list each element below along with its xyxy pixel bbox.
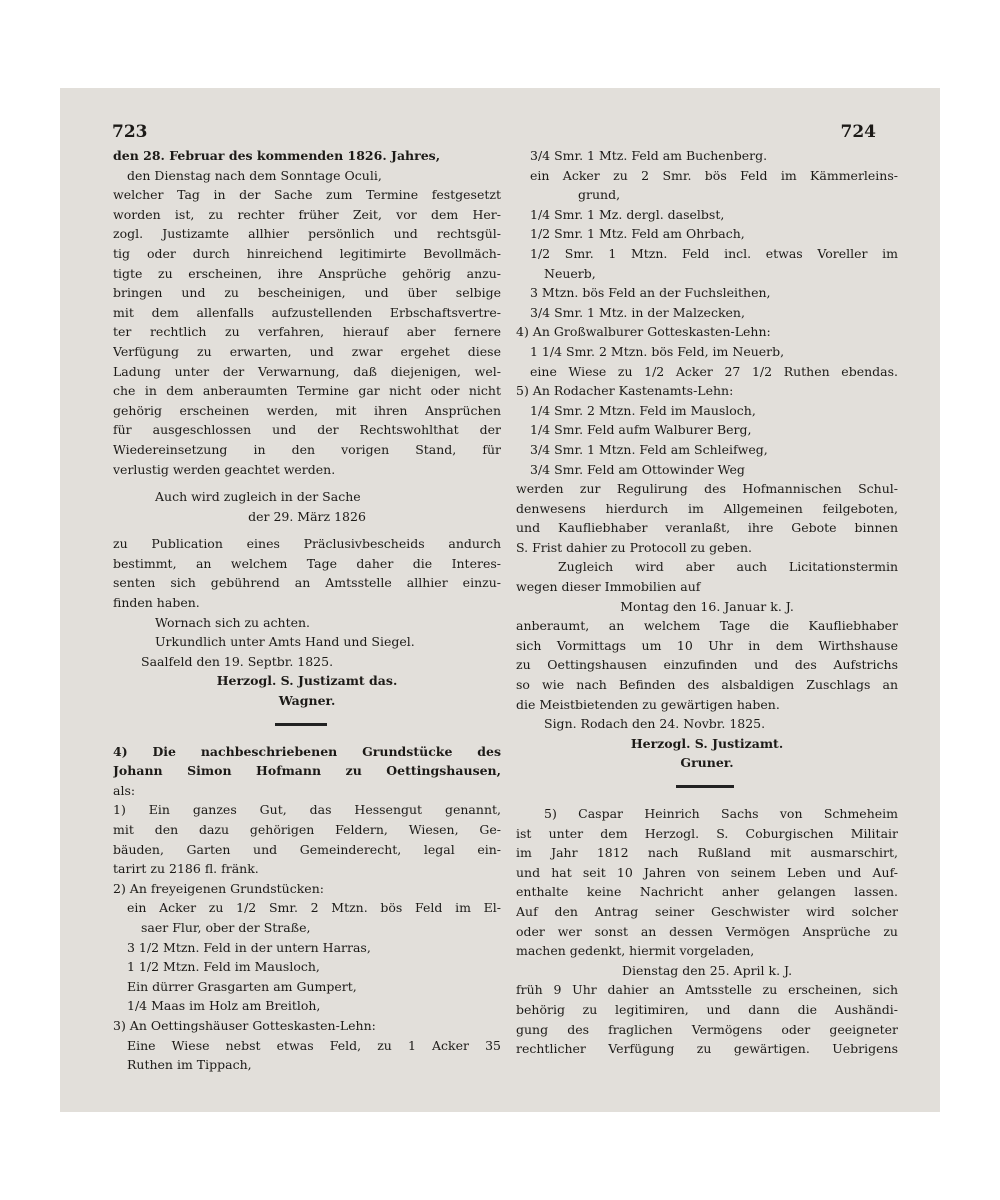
text-line: 3 1/2 Mtzn. Feld in der untern Harras, — [127, 939, 371, 955]
page-number-right: 724 — [840, 122, 876, 142]
text-line: werden zur Regulirung des Hofmannischen Schul- — [516, 481, 898, 497]
text-line: 1/4 Smr. 2 Mtzn. Feld im Mausloch, — [530, 402, 756, 418]
text-line: 1/2 Smr. 1 Mtz. Feld am Ohrbach, — [530, 226, 745, 242]
text-line: den 28. Februar des kommenden 1826. Jahres, — [113, 148, 441, 163]
text-line: 1 1/2 Mtzn. Feld im Mausloch, — [127, 959, 320, 975]
text-line: rechtlicher Verfügung zu gewärtigen. Uebrigens — [516, 1041, 898, 1057]
text-line: 4) An Großwalburer Gotteskasten-Lehn: — [516, 324, 771, 340]
scanned-page-spread — [60, 88, 940, 1112]
text-line: Auch wird zugleich in der Sache — [155, 489, 361, 505]
text-line: finden haben. — [113, 595, 200, 611]
text-line: Saalfeld den 19. Septbr. 1825. — [141, 653, 334, 669]
text-line: Wornach sich zu achten. — [155, 614, 311, 630]
text-line: Ein dürrer Grasgarten am Gumpert, — [127, 978, 357, 994]
text-line: eine Wiese zu 1/2 Acker 27 1/2 Ruthen ebendas. — [530, 363, 898, 379]
text-line: Neuerb, — [544, 265, 596, 281]
text-line: als: — [113, 782, 136, 798]
text-line: Dienstag den 25. April k. J. — [621, 962, 793, 978]
text-line: zogl. Justizamte allhier persönlich und rechtsgül- — [113, 226, 501, 242]
text-line: zu Oettingshausen einzufinden und des Aufstrichs — [516, 657, 898, 673]
text-line: 2) An freyeigenen Grundstücken: — [113, 880, 324, 896]
text-line: zu Publication eines Präclusivbescheids andurch — [113, 536, 501, 552]
text-line: im Jahr 1812 nach Rußland mit ausmarschirt, — [516, 845, 898, 861]
notice-heading: Johann Simon Hofmann zu Oettingshausen, — [113, 763, 501, 779]
section-divider — [676, 785, 734, 788]
left-column — [113, 146, 501, 1075]
signature-name: Gruner. — [680, 755, 734, 771]
text-line: Wiedereinsetzung in den vorigen Stand, für — [113, 441, 501, 457]
text-line: bestimmt, an welchem Tage daher die Interes- — [113, 555, 501, 571]
text-line: grund, — [578, 187, 621, 203]
text-line: die Meistbietenden zu gewärtigen haben. — [516, 696, 780, 712]
text-line: enthalte keine Nachricht anher gelangen lassen. — [516, 884, 898, 900]
text-line: Auf den Antrag seiner Geschwister wird solcher — [516, 903, 898, 919]
text-line: gung des fraglichen Vermögens oder geeigneter — [516, 1021, 898, 1037]
text-line: ein Acker zu 2 Smr. bös Feld im Kämmerleins- — [530, 167, 898, 183]
text-line: und Kaufliebhaber veranlaßt, ihre Gebote binnen — [516, 520, 898, 536]
text-line: worden ist, zu rechter früher Zeit, vor dem Her- — [113, 206, 501, 222]
text-line: Montag den 16. Januar k. J. — [620, 598, 794, 614]
text-line: Sign. Rodach den 24. Novbr. 1825. — [544, 716, 766, 732]
signature-authority: Herzogl. S. Justizamt. — [630, 735, 784, 751]
text-line: ein Acker zu 1/2 Smr. 2 Mtzn. bös Feld im El- — [127, 900, 501, 916]
text-line: gehörig erscheinen werden, mit ihren Ansprüchen — [113, 402, 501, 418]
text-line: tigte zu erscheinen, ihre Ansprüche gehörig anzu- — [113, 265, 501, 281]
text-line: 1/4 Smr. Feld aufm Walburer Berg, — [530, 422, 752, 438]
text-line: früh 9 Uhr dahier an Amtsstelle zu erscheinen, sich — [516, 982, 898, 998]
text-line: verlustig werden geachtet werden. — [113, 461, 336, 477]
text-line: Zugleich wird aber auch Licitationstermin — [558, 559, 898, 575]
text-line: 5) An Rodacher Kastenamts-Lehn: — [516, 383, 734, 399]
notice-heading: 4) Die nachbeschriebenen Grundstücke des — [113, 743, 501, 759]
text-line: 3/4 Smr. 1 Mtzn. Feld am Schleifweg, — [530, 441, 768, 457]
text-line: senten sich gebührend an Amtsstelle allhier einzu- — [113, 575, 501, 591]
text-line: Verfügung zu erwarten, und zwar ergehet diese — [113, 343, 501, 359]
text-line: der 29. März 1826 — [248, 508, 366, 524]
text-line: 3/4 Smr. 1 Mtz. Feld am Buchenberg. — [530, 148, 768, 163]
text-line: che in dem anberaumten Termine gar nicht oder nicht — [113, 383, 501, 399]
signature-authority: Herzogl. S. Justizamt das. — [216, 673, 398, 689]
text-line: wegen dieser Immobilien auf — [516, 579, 701, 595]
text-line: anberaumt, an welchem Tage die Kaufliebhaber — [516, 618, 898, 634]
text-line: ist unter dem Herzogl. S. Coburgischen Militair — [516, 825, 898, 841]
text-line: so wie nach Befinden des alsbaldigen Zuschlags an — [516, 677, 898, 693]
text-line: 3/4 Smr. 1 Mtz. in der Malzecken, — [530, 304, 745, 320]
section-divider — [275, 723, 327, 726]
text-line: denwesens hierdurch im Allgemeinen feilgeboten, — [516, 500, 898, 516]
text-line: welcher Tag in der Sache zum Termine festgesetzt — [113, 187, 501, 203]
text-line: 3) An Oettingshäuser Gotteskasten-Lehn: — [113, 1017, 376, 1033]
page-number-left: 723 — [112, 122, 148, 142]
text-line: 1) Ein ganzes Gut, das Hessengut genannt, — [113, 802, 501, 818]
text-line: tarirt zu 2186 fl. fränk. — [113, 861, 259, 877]
text-line: Ruthen im Tippach, — [127, 1057, 252, 1073]
text-line: 1/4 Maas im Holz am Breitloh, — [127, 998, 321, 1014]
text-line: Ladung unter der Verwarnung, daß diejenigen, wel- — [113, 363, 501, 379]
signature-name: Wagner. — [278, 693, 336, 709]
text-line: sich Vormittags um 10 Uhr in dem Wirthshause — [516, 637, 898, 653]
text-line: S. Frist dahier zu Protocoll zu geben. — [516, 539, 752, 555]
text-line: machen gedenkt, hiermit vorgeladen, — [516, 943, 755, 959]
text-line: den Dienstag nach dem Sonntage Oculi, — [127, 167, 382, 183]
text-line: 3 Mtzn. bös Feld an der Fuchsleithen, — [530, 285, 771, 301]
text-line: 1/2 Smr. 1 Mtzn. Feld incl. etwas Voreller im — [530, 245, 898, 261]
text-line: Eine Wiese nebst etwas Feld, zu 1 Acker 35 — [127, 1037, 501, 1053]
text-line: 1 1/4 Smr. 2 Mtzn. bös Feld, im Neuerb, — [530, 343, 785, 359]
text-line: bäuden, Garten und Gemeinderecht, legal ein- — [113, 841, 501, 857]
notice-heading: 5) Caspar Heinrich Sachs von Schmeheim — [544, 806, 898, 821]
text-line: behörig zu legitimiren, und dann die Aushändi- — [516, 1001, 898, 1017]
text-line: saer Flur, ober der Straße, — [141, 919, 311, 935]
text-line: oder wer sonst an dessen Vermögen Ansprüche zu — [516, 923, 898, 939]
text-line: 1/4 Smr. 1 Mz. dergl. daselbst, — [530, 206, 725, 222]
text-line: bringen und zu bescheinigen, und über selbige — [113, 285, 501, 301]
text-line: Urkundlich unter Amts Hand und Siegel. — [155, 634, 415, 650]
text-line: ter rechtlich zu verfahren, hierauf aber fernere — [113, 324, 501, 340]
text-line: mit dem allenfalls aufzustellenden Erbschaftsvertre- — [113, 304, 501, 320]
right-column — [516, 146, 898, 1059]
text-line: und hat seit 10 Jahren von seinem Leben und Auf- — [516, 864, 898, 880]
text-line: tig oder durch hinreichend legitimirte Bevollmäch- — [113, 245, 501, 261]
text-line: mit den dazu gehörigen Feldern, Wiesen, Ge- — [113, 822, 501, 837]
text-line: für ausgeschlossen und der Rechtswohlthat der — [113, 422, 501, 438]
text-line: 3/4 Smr. Feld am Ottowinder Weg — [530, 461, 745, 477]
